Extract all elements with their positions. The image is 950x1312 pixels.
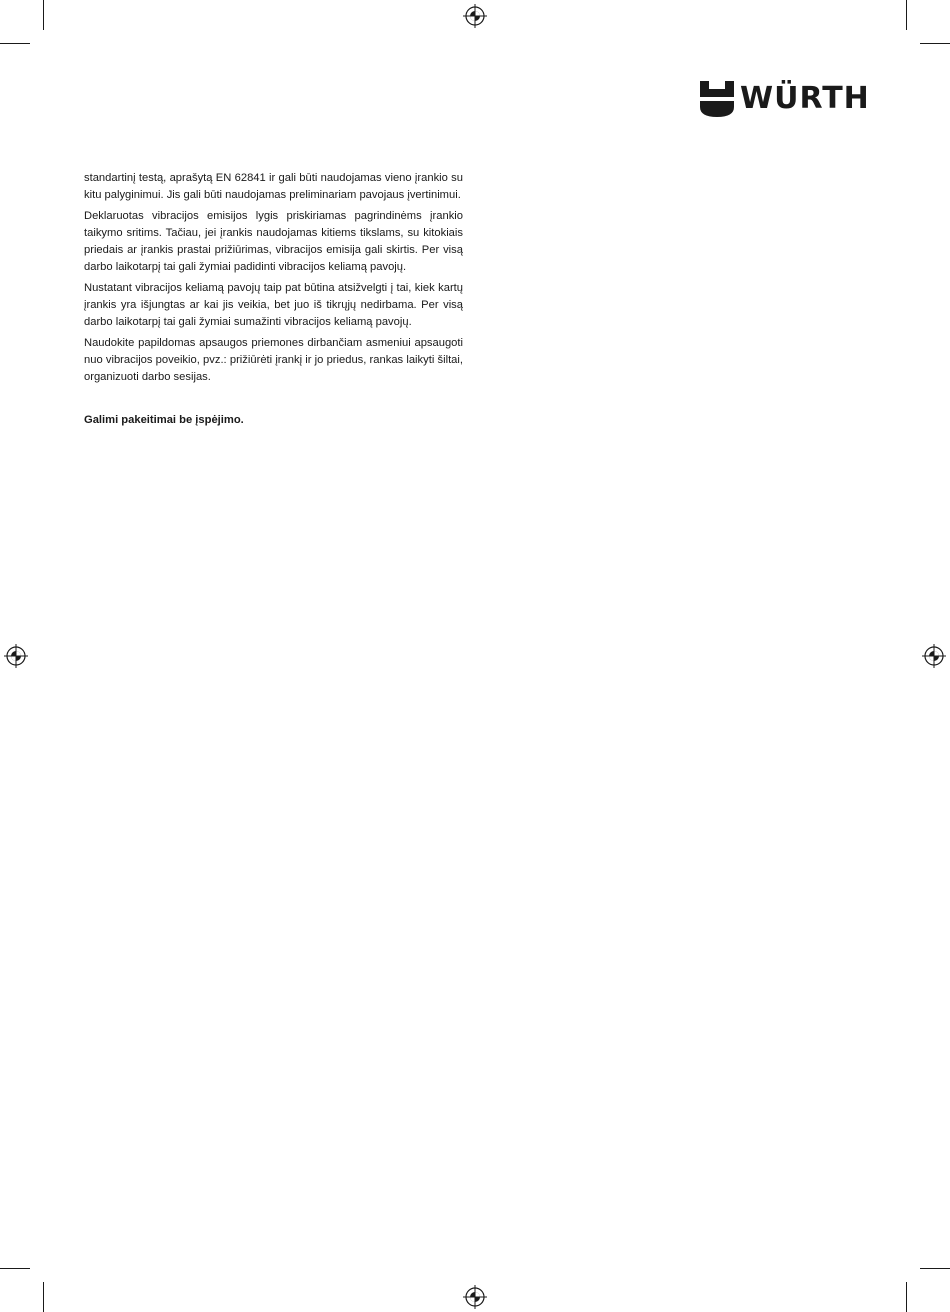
crop-mark [906,0,907,30]
paragraph: Nustatant vibracijos keliamą pavojų taip pat būtina atsižvelgti į tai, kiek kartų įrankis yra išjungtas ar kai jis veikia, bet juo iš tikrųjų nedirbama. Per visą darbo laikotarpį tai gali žymiai sumažinti vibracijos keliamą pavojų. [84,282,463,328]
crop-mark [43,0,44,30]
paragraph: Naudokite papildomas apsaugos priemones dirbančiam asmeniui apsaugoti nuo vibracijos poveikio, pvz.: prižiūrėti įrankį ir jo priedus, rankas laikyti šiltai, organizuoti darbo sesijas. [84,337,463,383]
paragraph: standartinį testą, aprašytą EN 62841 ir gali būti naudojamas vieno įrankio su kitu palyginimui. Jis gali būti naudojamas preliminariam pavojaus įvertinimui. [84,172,463,201]
crop-mark [906,1282,907,1312]
registration-mark-icon [463,4,487,28]
paragraph: Deklaruotas vibracijos emisijos lygis priskiriamas pagrindinėms įrankio taikymo sritims. Tačiau, jei įrankis naudojamas kitiems tikslams, su kitokiais priedais ar įrankis prastai prižiūrimas, vibracijos emisija gali skirtis. Per visą darbo laikotarpį tai gali žymiai padidinti vibracijos keliamą pavojų. [84,210,463,273]
registration-mark-icon [463,1285,487,1309]
registration-mark-icon [922,644,946,668]
crop-mark [920,43,950,44]
document-body [84,170,463,433]
change-notice: Galimi pakeitimai be įspėjimo. [84,414,244,426]
wurth-logo [700,80,868,118]
wurth-wordmark: WÜRTH [740,81,870,116]
registration-mark-icon [4,644,28,668]
crop-mark [0,43,30,44]
crop-mark [0,1268,30,1269]
wurth-emblem-icon [700,81,734,117]
crop-mark [920,1268,950,1269]
crop-mark [43,1282,44,1312]
